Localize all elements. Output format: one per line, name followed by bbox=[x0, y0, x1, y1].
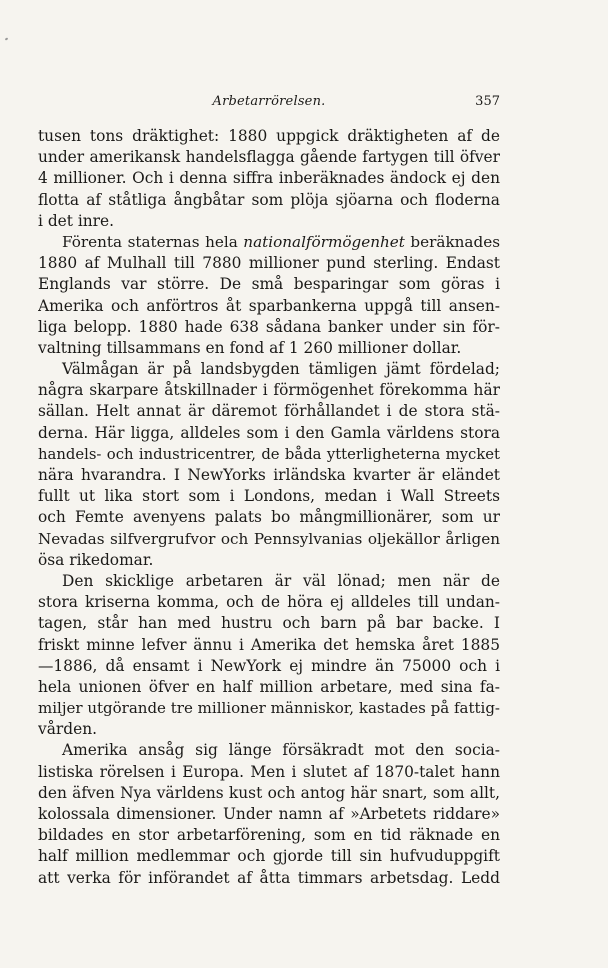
text-line: i det inre. bbox=[38, 211, 115, 230]
text-line: vården. bbox=[38, 720, 97, 739]
text-line: några skarpare åtskillnader i förmögenhet förekomma här bbox=[38, 381, 500, 400]
text-line: flotta af ståtliga ångbåtar som plöja sjöarna och floderna bbox=[38, 190, 500, 209]
text-line: kolossala dimensioner. Under namn af »Arbetets riddare» bbox=[38, 805, 500, 823]
text-line: under amerikansk handelsflagga gående fartygen till öfver bbox=[38, 148, 500, 167]
text-line: —1886, då ensamt i NewYork ej mindre än 75000 och i bbox=[38, 656, 500, 675]
text-line: miljer utgörande tre millioner människor, kastades på fattig- bbox=[38, 699, 500, 718]
page-number: 357 bbox=[475, 94, 500, 109]
text-line: listiska rörelsen i Europa. Men i slutet af 1870-talet hann bbox=[38, 762, 500, 781]
text-line: Välmågan är på landsbygden tämligen jämt fördelad; bbox=[62, 360, 500, 379]
text-line: 1880 af Mulhall till 7880 millioner pund sterling. Endast bbox=[38, 254, 500, 273]
text-line: Den skicklige arbetaren är väl lönad; men när de bbox=[62, 571, 500, 590]
text-line: stora kriserna komma, och de höra ej alldeles till undan- bbox=[38, 593, 500, 612]
text-line: handels- och industricentrer, de båda ytterligheterna mycket bbox=[38, 445, 500, 463]
text-line: friskt minne lefver ännu i Amerika det hemska året 1885 bbox=[38, 635, 500, 654]
text-line: Amerika och anförtros åt sparbankerna uppgå till ansen- bbox=[38, 296, 500, 315]
emphasized-word: nationalförmögenhet bbox=[243, 232, 405, 251]
body-text bbox=[38, 126, 500, 889]
text-line: sällan. Helt annat är däremot förhållandet i de stora stä- bbox=[38, 402, 500, 421]
text-line: ösa rikedomar. bbox=[38, 550, 154, 569]
text-line: liga belopp. 1880 hade 638 sådana banker under sin för- bbox=[38, 317, 500, 336]
text-line: fullt ut lika stort som i Londons, medan i Wall Streets bbox=[38, 487, 500, 506]
text-line: half million medlemmar och gjorde till sin hufvuduppgift bbox=[38, 847, 500, 866]
page-header bbox=[38, 94, 500, 114]
text-line: derna. Här ligga, alldeles som i den Gamla världens stora bbox=[38, 423, 500, 442]
text-line: hela unionen öfver en half million arbetare, med sina fa- bbox=[38, 677, 500, 696]
text-line: Amerika ansåg sig länge försäkradt mot den socia- bbox=[62, 741, 500, 760]
text-line: den äfven Nya världens kust och antog här snart, som allt, bbox=[38, 783, 500, 802]
paper-speck bbox=[5, 37, 9, 40]
running-title: Arbetarrörelsen. bbox=[212, 94, 326, 109]
text-line: valtning tillsammans en fond af 1 260 millioner dollar. bbox=[38, 338, 462, 357]
text-line: Förenta staternas hela nationalförmögenhet beräknades bbox=[62, 232, 500, 251]
text-line: Englands var större. De små besparingar som göras i bbox=[38, 275, 500, 294]
text-line: att verka för införandet af åtta timmars arbetsdag. Ledd bbox=[38, 868, 500, 887]
text-line: bildades en stor arbetarförening, som en tid räknade en bbox=[38, 826, 500, 845]
text-line: tagen, står han med hustru och barn på bar backe. I bbox=[38, 614, 500, 633]
text-line: tusen tons dräktighet: 1880 uppgick dräktigheten af de bbox=[38, 127, 500, 145]
text-line: 4 millioner. Och i denna siffra inberäknades ändock ej den bbox=[38, 169, 500, 188]
text-line: och Femte avenyens palats bo mångmillionärer, som ur bbox=[38, 508, 500, 527]
text-line: nära hvarandra. I NewYorks irländska kvarter är eländet bbox=[38, 466, 500, 484]
text-line: Nevadas silfvergrufvor och Pennsylvanias oljekällor årligen bbox=[38, 529, 500, 548]
